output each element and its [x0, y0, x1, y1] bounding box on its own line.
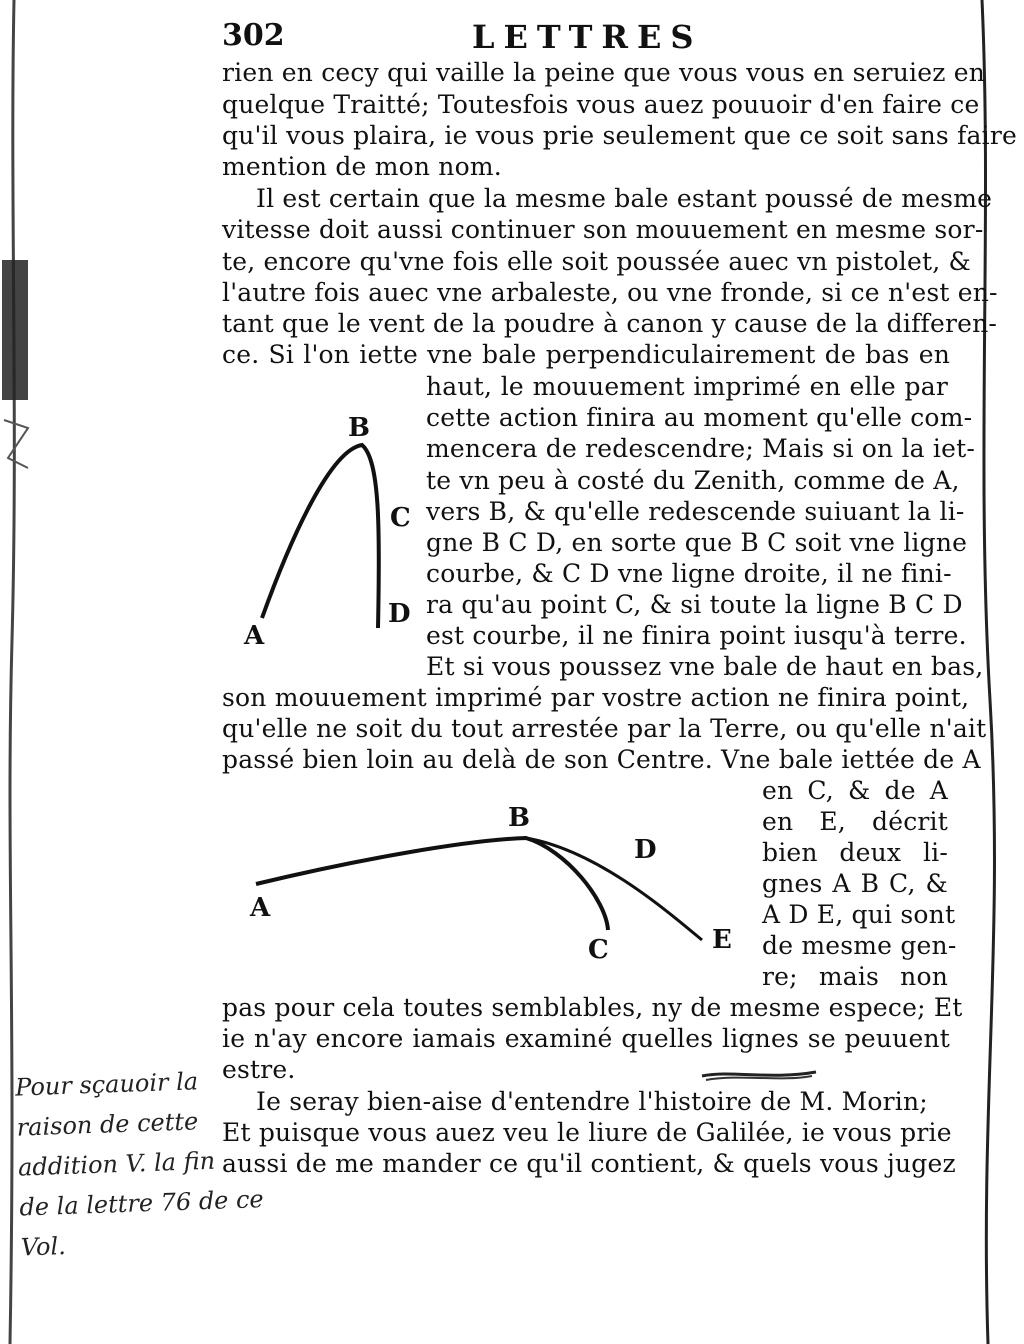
text-line: de mesme gen-: [762, 931, 957, 960]
figure1-label-a: A: [244, 621, 265, 651]
text-line: ce. Si l'on iette vne bale perpendiculairement de bas en: [222, 340, 950, 369]
text-line: re; mais non: [762, 962, 948, 991]
text-line: pas pour cela toutes semblables, ny de mesme espece; Et: [222, 993, 963, 1022]
text-line: mencera de redescendre; Mais si on la iet-: [426, 434, 976, 463]
text-line: passé bien loin au delà de son Centre. Vne bale iettée de A: [222, 745, 981, 774]
text-line: bien deux li-: [762, 838, 948, 867]
page-number: 302: [222, 18, 285, 53]
text-line: vers B, & qu'elle redescende suiuant la li-: [426, 497, 965, 526]
text-line: Et puisque vous auez veu le liure de Galilée, ie vous prie: [222, 1118, 952, 1147]
text-line: te, encore qu'vne fois elle soit poussée auec vn pistolet, &: [222, 247, 971, 276]
text-line: qu'elle ne soit du tout arrestée par la Terre, ou qu'elle n'ait: [222, 714, 987, 743]
text-line: tant que le vent de la poudre à canon y cause de la differen-: [222, 309, 998, 338]
text-line: ra qu'au point C, & si toute la ligne B C D: [426, 590, 963, 619]
margin-note-line: raison de cette: [16, 1107, 199, 1142]
text-line: aussi de me mander ce qu'il contient, & quels vous jugez: [222, 1149, 956, 1178]
figure-trajectory-abcd: [230, 400, 430, 660]
text-line: haut, le mouuement imprimé en elle par: [426, 372, 948, 401]
text-line: gnes A B C, &: [762, 869, 948, 898]
text-line: en E, décrit: [762, 807, 948, 836]
text-line: Et si vous poussez vne bale de haut en bas,: [426, 652, 984, 681]
text-line: rien en cecy qui vaille la peine que vous vous en seruiez en: [222, 58, 986, 87]
running-title: LETTRES: [472, 18, 703, 56]
margin-note-line: Pour sçauoir la: [14, 1067, 199, 1102]
margin-note-line: Vol.: [20, 1231, 67, 1262]
figure1-label-b: B: [348, 413, 370, 443]
text-line: courbe, & C D vne ligne droite, il ne fini-: [426, 559, 952, 588]
text-line: qu'il vous plaira, ie vous prie seulement que ce soit sans faire: [222, 121, 1017, 150]
paragraph-start: Ie seray bien-aise d'entendre l'histoire de M. Morin;: [256, 1087, 928, 1116]
text-line: quelque Traitté; Toutesfois vous auez pouuoir d'en faire ce: [222, 90, 980, 119]
text-line: gne B C D, en sorte que B C soit vne ligne: [426, 528, 968, 557]
figure2-label-b: B: [508, 803, 530, 833]
figure2-label-d: D: [634, 835, 657, 865]
text-line: est courbe, il ne finira point iusqu'à terre.: [426, 621, 967, 650]
figure1-label-c: C: [390, 503, 411, 533]
text-line: mention de mon nom.: [222, 152, 502, 181]
text-line: te vn peu à costé du Zenith, comme de A,: [426, 466, 960, 495]
text-line: estre.: [222, 1055, 296, 1084]
text-line: ie n'ay encore iamais examiné quelles lignes se peuuent: [222, 1024, 950, 1053]
figure2-label-a: A: [250, 893, 271, 923]
figure2-label-e: E: [712, 925, 732, 955]
paragraph-start: Il est certain que la mesme bale estant poussé de mesme: [256, 184, 993, 213]
handwritten-margin-note: [14, 1060, 265, 1267]
figure2-label-c: C: [588, 935, 609, 965]
text-line: A D E, qui sont: [762, 900, 956, 929]
page-header: [222, 18, 952, 58]
text-line: vitesse doit aussi continuer son mouuement en mesme sor-: [222, 215, 984, 244]
text-line: en C, & de A: [762, 776, 948, 805]
figure-trajectories-abc-ade: [236, 790, 756, 980]
text-line: son mouuement imprimé par vostre action ne finira point,: [222, 683, 970, 712]
figure1-label-d: D: [388, 599, 411, 629]
margin-note-line: de la lettre 76 de ce: [18, 1185, 265, 1222]
margin-note-line: addition V. la fin: [17, 1146, 216, 1182]
text-line: cette action finira au moment qu'elle com-: [426, 403, 973, 432]
text-line: l'autre fois auec vne arbaleste, ou vne fronde, si ce n'est en-: [222, 278, 998, 307]
handwritten-strikeout: [700, 1066, 818, 1084]
